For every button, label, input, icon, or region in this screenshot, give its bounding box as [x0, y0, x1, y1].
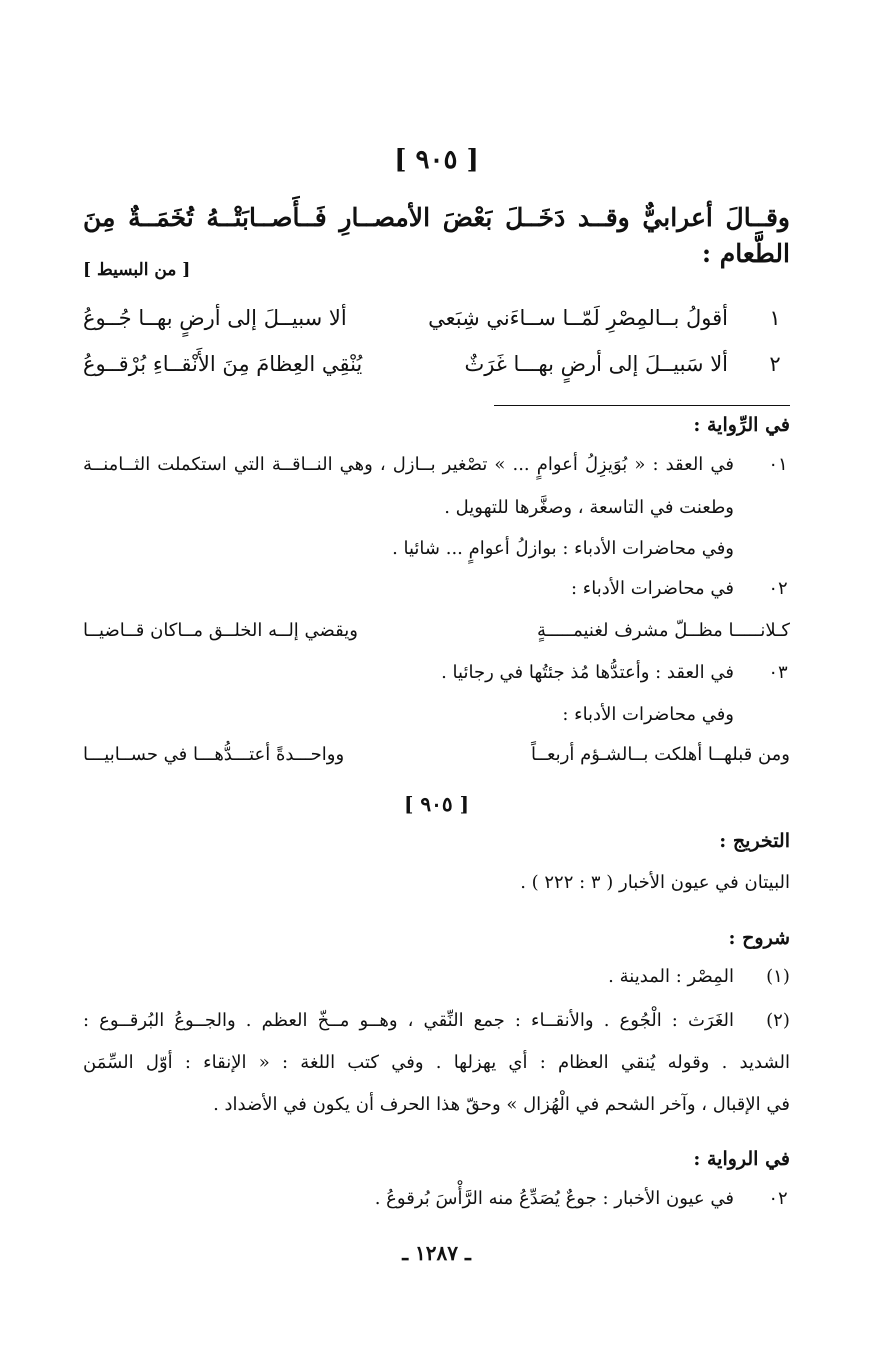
note-verse	[83, 744, 790, 772]
note-continuation	[83, 704, 790, 730]
verse-second-hemistich: يُنْقِي العِظامَ مِنَ الأَنْقــاءِ بُرْقــوعُ	[83, 352, 363, 376]
gloss-item	[83, 966, 790, 992]
note-item	[83, 1188, 790, 1214]
note-line: في العقد : « بُوَيزِلُ أعوامٍ ... » تصْغير بــازل ، وهي النــاقــة التي استكملت الثــامنــة	[83, 454, 734, 475]
note-line: في العقد : وأعتدُّها مُذ جئتُها في رجائيا .	[441, 662, 734, 683]
riwaya-title-2: في الرواية :	[693, 1148, 790, 1170]
note-number: ٠٢	[768, 1188, 788, 1209]
second-number-heading: [ ٩٠٥ ]	[403, 792, 470, 816]
note-number: ٠١	[768, 454, 788, 475]
note-line: وطعنت في التاسعة ، وصغَّرها للتهويل .	[444, 497, 734, 518]
note-item	[83, 662, 790, 688]
page-number: ـ ١٢٨٧ ـ	[402, 1241, 471, 1265]
poem-number-heading: [ ٩٠٥ ]	[394, 145, 479, 175]
note-verse-second-hemistich: وواحـــدةً أعتـــدُّهـــا في حســابيـــا	[83, 744, 345, 765]
shuruh-title: شروح :	[728, 927, 790, 949]
note-item	[83, 578, 790, 604]
note-number: ٠٣	[768, 662, 788, 683]
note-verse-first-hemistich: كـلانـــــا مظــلّ مشرف لغنيمـــــةٍ	[537, 620, 790, 641]
gloss-item	[83, 1010, 790, 1036]
note-line: في عيون الأخبار : جوعٌ يُصَدِّعُ منه الرَّأْسَ بُرقوعُ .	[374, 1188, 734, 1209]
note-number: ٠٢	[768, 578, 788, 599]
intro-line-1: وقــالَ أعرابيٌّ وقــد دَخَــلَ بَعْضَ الأمصــارِ فَــأَصــابَتْــهُ تُخَمَــةٌ مِنَ	[83, 203, 790, 232]
gloss-continuation	[83, 1052, 790, 1078]
takhrij-text: البيتان في عيون الأخبار ( ٣ : ٢٢٢ ) .	[520, 872, 790, 893]
verse-row	[83, 306, 790, 346]
intro-line-2: الطَّعام :	[701, 239, 790, 268]
note-line: وفي محاضرات الأدباء : بوازلُ أعوامٍ ... شائيا .	[392, 538, 734, 559]
poem-intro	[83, 200, 790, 280]
verse-number: ١	[769, 306, 781, 330]
note-continuation	[83, 538, 790, 564]
verse-row	[83, 352, 790, 392]
gloss-number: (٢)	[766, 1010, 790, 1031]
meter-label: [ من البسيط ]	[83, 260, 191, 280]
note-continuation	[83, 497, 790, 523]
footnote-divider-wrap	[83, 405, 790, 406]
note-verse	[83, 620, 790, 648]
gloss-number: (١)	[766, 966, 790, 987]
riwaya-title: في الرِّواية :	[693, 414, 790, 436]
verse-first-hemistich: ألا سَبيــلَ إلى أرضٍ بهـــا غَرَثٌ	[464, 352, 728, 376]
gloss-line: الغَرَث : الْجُوع . والأنقــاء : جمع النِّقي ، وهــو مــخّ العظم . والجــوعُ البُرقــوع :	[83, 1010, 734, 1031]
verse-first-hemistich: أقولُ بــالمِصْرِ لَمّــا ســاءَني شِبَعي	[428, 306, 728, 330]
note-line: في محاضرات الأدباء :	[571, 578, 734, 599]
gloss-line: في الإقبال ، وآخر الشحم في الْهُزال » وحقّ هذا الحرف أن يكون في الأضداد .	[213, 1094, 790, 1115]
footnote-divider	[494, 405, 790, 406]
gloss-line: الشديد . وقوله يُنقي العظام : أي يهزلها . وفي كتب اللغة : « الإنقاء : أوّل السِّمَن	[83, 1052, 790, 1073]
gloss-line: المِصْر : المدينة .	[608, 966, 734, 987]
takhrij-title: التخريج :	[719, 830, 790, 852]
note-line: وفي محاضرات الأدباء :	[562, 704, 734, 725]
note-item	[83, 454, 790, 480]
verse-number: ٢	[769, 352, 781, 376]
note-verse-second-hemistich: ويقضي إلــه الخلــق مــاكان قــاضيــا	[83, 620, 358, 641]
gloss-continuation	[83, 1094, 790, 1120]
verse-second-hemistich: ألا سبيــلَ إلى أرضٍ بهــا جُــوعُ	[83, 306, 347, 330]
note-verse-first-hemistich: ومن قبلهــا أهلكت بــالشـؤم أربعــاً	[530, 744, 790, 765]
